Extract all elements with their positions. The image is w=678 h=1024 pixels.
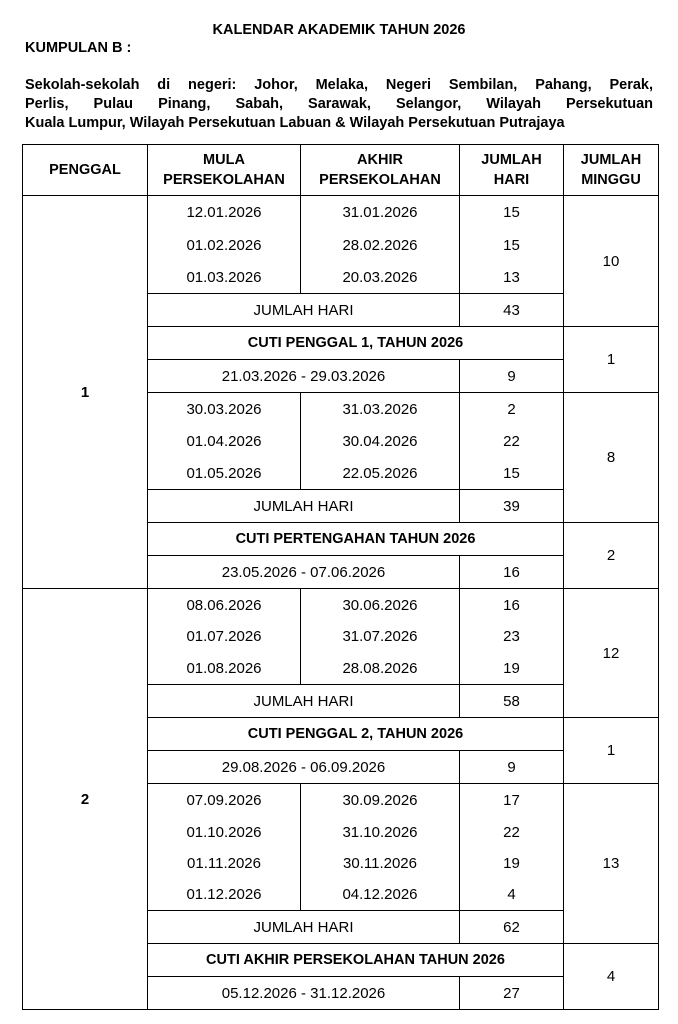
akhir-cell: 22.05.2026 (301, 457, 460, 490)
academic-calendar-table (22, 144, 659, 1010)
minggu-cell: 4 (564, 944, 659, 1010)
mula-cell: 08.06.2026 (148, 589, 301, 622)
total-hari-cell: 62 (460, 911, 564, 944)
mula-cell: 07.09.2026 (148, 784, 301, 818)
akhir-cell: 31.03.2026 (301, 393, 460, 427)
table-row (23, 589, 659, 622)
minggu-cell: 10 (564, 196, 659, 327)
header-penggal: PENGGAL (23, 145, 148, 196)
mula-cell: 01.11.2026 (148, 848, 301, 879)
akhir-cell: 30.04.2026 (301, 426, 460, 457)
hari-cell: 16 (460, 556, 564, 589)
akhir-cell: 04.12.2026 (301, 879, 460, 911)
jumlah-hari-label: JUMLAH HARI (148, 490, 460, 523)
minggu-cell: 1 (564, 718, 659, 784)
states-line: Kuala Lumpur, Wilayah Persekutuan Labuan & Wilayah Persekutuan Putrajaya (25, 115, 565, 131)
mula-cell: 30.03.2026 (148, 393, 301, 427)
mula-cell: 01.02.2026 (148, 229, 301, 261)
holiday-title: CUTI PERTENGAHAN TAHUN 2026 (148, 523, 564, 556)
mula-cell: 01.03.2026 (148, 261, 301, 294)
akhir-cell: 30.06.2026 (301, 589, 460, 622)
states-list (25, 76, 653, 133)
header-jumlah-hari: JUMLAH HARI (460, 145, 564, 196)
minggu-cell: 2 (564, 523, 659, 589)
hari-cell: 16 (460, 589, 564, 622)
group-label: KUMPULAN B : (25, 40, 132, 56)
akhir-cell: 30.09.2026 (301, 784, 460, 818)
hari-cell: 13 (460, 261, 564, 294)
header-mula: MULA PERSEKOLAHAN (148, 145, 301, 196)
mula-cell: 01.08.2026 (148, 652, 301, 685)
hari-cell: 19 (460, 848, 564, 879)
header-akhir: AKHIR PERSEKOLAHAN (301, 145, 460, 196)
akhir-cell: 30.11.2026 (301, 848, 460, 879)
akhir-cell: 31.07.2026 (301, 621, 460, 652)
hari-cell: 2 (460, 393, 564, 427)
header-jumlah-minggu: JUMLAH MINGGU (564, 145, 659, 196)
holiday-title: CUTI PENGGAL 2, TAHUN 2026 (148, 718, 564, 751)
holiday-range: 21.03.2026 - 29.03.2026 (148, 360, 460, 393)
penggal-cell: 1 (23, 196, 148, 589)
mula-cell: 01.12.2026 (148, 879, 301, 911)
hari-cell: 9 (460, 360, 564, 393)
holiday-range: 29.08.2026 - 06.09.2026 (148, 751, 460, 784)
akhir-cell: 31.01.2026 (301, 196, 460, 230)
hari-cell: 22 (460, 817, 564, 848)
jumlah-hari-label: JUMLAH HARI (148, 685, 460, 718)
jumlah-hari-label: JUMLAH HARI (148, 294, 460, 327)
hari-cell: 9 (460, 751, 564, 784)
hari-cell: 17 (460, 784, 564, 818)
mula-cell: 12.01.2026 (148, 196, 301, 230)
holiday-title: CUTI PENGGAL 1, TAHUN 2026 (148, 327, 564, 360)
mula-cell: 01.07.2026 (148, 621, 301, 652)
table-row (23, 196, 659, 230)
akhir-cell: 28.02.2026 (301, 229, 460, 261)
minggu-cell: 8 (564, 393, 659, 523)
holiday-range: 05.12.2026 - 31.12.2026 (148, 977, 460, 1010)
hari-cell: 15 (460, 229, 564, 261)
total-hari-cell: 43 (460, 294, 564, 327)
jumlah-hari-label: JUMLAH HARI (148, 911, 460, 944)
hari-cell: 22 (460, 426, 564, 457)
page-title: KALENDAR AKADEMIK TAHUN 2026 (212, 22, 466, 38)
mula-cell: 01.04.2026 (148, 426, 301, 457)
penggal-cell: 2 (23, 589, 148, 1010)
holiday-range: 23.05.2026 - 07.06.2026 (148, 556, 460, 589)
hari-cell: 23 (460, 621, 564, 652)
total-hari-cell: 58 (460, 685, 564, 718)
hari-cell: 15 (460, 457, 564, 490)
hari-cell: 27 (460, 977, 564, 1010)
hari-cell: 4 (460, 879, 564, 911)
total-hari-cell: 39 (460, 490, 564, 523)
minggu-cell: 1 (564, 327, 659, 393)
minggu-cell: 12 (564, 589, 659, 718)
mula-cell: 01.10.2026 (148, 817, 301, 848)
mula-cell: 01.05.2026 (148, 457, 301, 490)
akhir-cell: 20.03.2026 (301, 261, 460, 294)
header-row (23, 145, 659, 196)
hari-cell: 19 (460, 652, 564, 685)
states-line: Sekolah-sekolah di negeri: Johor, Melaka, Negeri Sembilan, Pahang, Perak, (25, 77, 653, 93)
minggu-cell: 13 (564, 784, 659, 944)
holiday-title: CUTI AKHIR PERSEKOLAHAN TAHUN 2026 (148, 944, 564, 977)
akhir-cell: 28.08.2026 (301, 652, 460, 685)
hari-cell: 15 (460, 196, 564, 230)
states-line: Perlis, Pulau Pinang, Sabah, Sarawak, Selangor, Wilayah Persekutuan (25, 96, 653, 112)
akhir-cell: 31.10.2026 (301, 817, 460, 848)
